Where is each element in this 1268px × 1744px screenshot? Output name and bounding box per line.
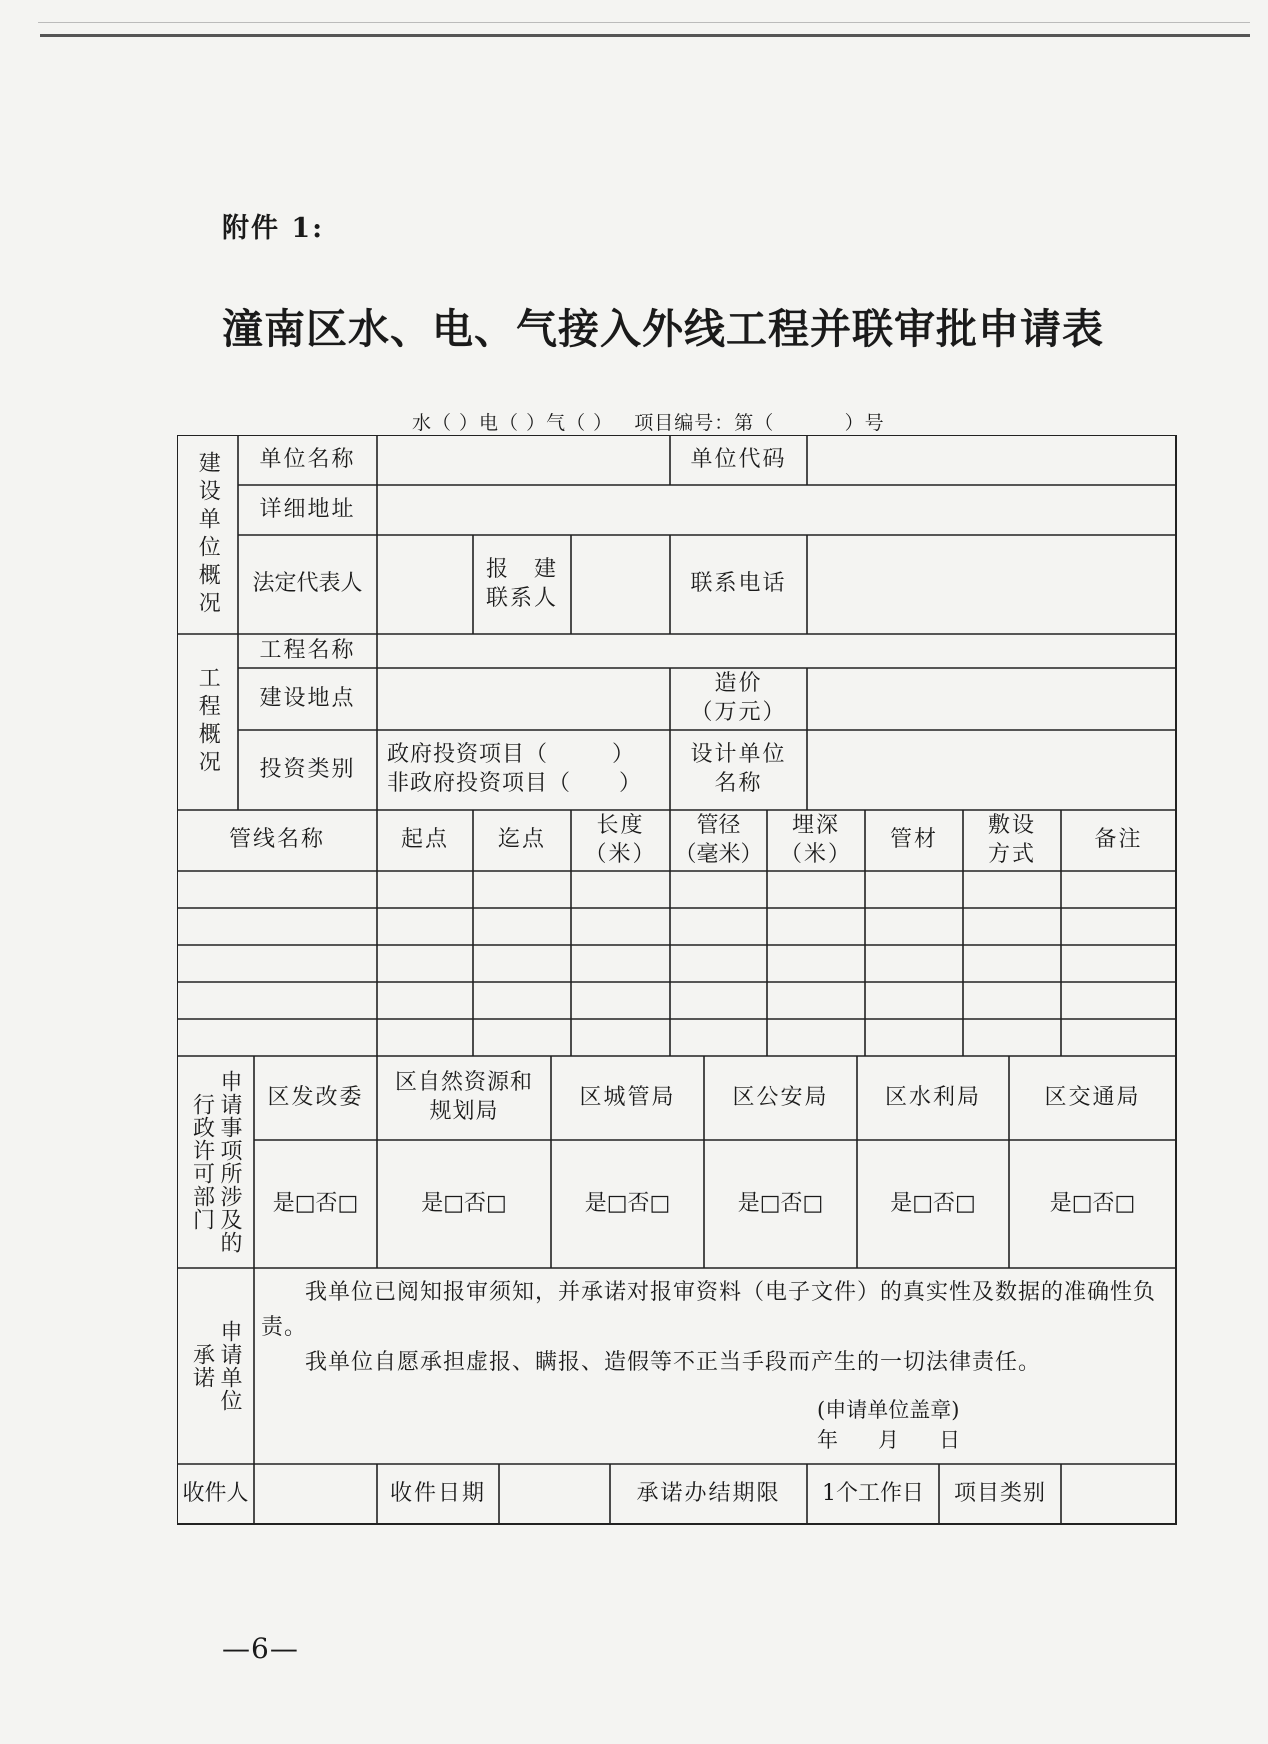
attachment-label: 附件 1: bbox=[222, 213, 325, 244]
invest-options[interactable]: 政府投资项目（ ） 非政府投资项目（ ） bbox=[387, 742, 642, 796]
receive-date-label: 收件日期 bbox=[389, 1480, 486, 1506]
scan-top-rule bbox=[40, 34, 1250, 37]
pipeline-header-length: 长度 （米） bbox=[584, 812, 657, 867]
pipeline-header-remarks: 备注 bbox=[1094, 827, 1143, 853]
project-type-label: 项目类别 bbox=[953, 1480, 1046, 1506]
seal-label: (申请单位盖章) bbox=[817, 1398, 960, 1422]
receive-date-field[interactable] bbox=[499, 1464, 610, 1524]
pledge-label-text: 申请单位承诺 bbox=[189, 1320, 242, 1412]
dept-name-1: 区发改委 bbox=[267, 1084, 364, 1110]
phone-field[interactable] bbox=[807, 535, 1176, 634]
pledge-label bbox=[177, 1268, 254, 1464]
address-label: 详细地址 bbox=[259, 496, 356, 522]
unit-name-field[interactable] bbox=[377, 435, 670, 485]
dept-name-2: 区自然资源和 规划局 bbox=[394, 1070, 533, 1124]
dept-choice-3[interactable]: 是□否□ bbox=[584, 1190, 671, 1216]
departments-label bbox=[177, 1056, 254, 1268]
unit-section-text: 建设单位概况 bbox=[195, 450, 221, 619]
deadline-value: 1个工作日 bbox=[822, 1480, 924, 1506]
pipeline-header-start: 起点 bbox=[400, 827, 449, 853]
date-label: 年 月 日 bbox=[817, 1428, 961, 1453]
project-type-field[interactable] bbox=[1061, 1464, 1176, 1524]
site-field[interactable] bbox=[377, 668, 670, 730]
departments-label-text: 申请事项所涉及的行政许可部门 bbox=[189, 1070, 242, 1254]
cost-label: 造价 （万元） bbox=[690, 671, 787, 725]
pipeline-header-end: 迄点 bbox=[497, 827, 546, 853]
project-name-field[interactable] bbox=[377, 634, 1176, 668]
contact-field[interactable] bbox=[571, 535, 670, 634]
project-section-text: 工程概况 bbox=[195, 666, 221, 778]
dept-name-3: 区城管局 bbox=[579, 1084, 676, 1110]
address-field[interactable] bbox=[377, 485, 1176, 535]
unit-code-field[interactable] bbox=[807, 435, 1176, 485]
application-form bbox=[177, 435, 1177, 1525]
pledge-text bbox=[261, 1275, 1161, 1381]
pipeline-header-name: 管线名称 bbox=[228, 827, 325, 853]
cost-field[interactable] bbox=[807, 668, 1176, 730]
invest-label: 投资类别 bbox=[259, 756, 356, 782]
dept-choice-1[interactable]: 是□否□ bbox=[272, 1190, 359, 1216]
receiver-label: 收件人 bbox=[182, 1480, 249, 1506]
deadline-label: 承诺办结期限 bbox=[636, 1480, 781, 1506]
unit-name-label: 单位名称 bbox=[259, 446, 356, 472]
legal-rep-label: 法定代表人 bbox=[252, 571, 363, 597]
dept-name-5: 区水利局 bbox=[884, 1084, 981, 1110]
project-name-label: 工程名称 bbox=[259, 637, 356, 663]
pledge-line-2: 我单位自愿承担虚报、瞒报、造假等不正当手段而产生的一切法律责任。 bbox=[305, 1350, 1042, 1376]
dept-choice-4[interactable]: 是□否□ bbox=[737, 1190, 824, 1216]
dept-choice-2[interactable]: 是□否□ bbox=[421, 1190, 507, 1216]
dept-name-4: 区公安局 bbox=[732, 1084, 829, 1110]
unit-section-label bbox=[177, 435, 238, 634]
designer-label: 设计单位 名称 bbox=[690, 742, 787, 796]
seal-block bbox=[817, 1395, 960, 1456]
contact-label: 报 建 联系人 bbox=[485, 556, 558, 611]
pipeline-header-depth: 埋深 （米） bbox=[779, 812, 852, 867]
unit-code-label: 单位代码 bbox=[690, 446, 787, 472]
pipeline-header-method: 敷设 方式 bbox=[987, 812, 1036, 867]
project-section-label bbox=[177, 634, 238, 810]
dept-choice-5[interactable]: 是□否□ bbox=[890, 1190, 976, 1216]
dept-choice-6[interactable]: 是□否□ bbox=[1049, 1190, 1136, 1216]
pipeline-header-diameter: 管径 （毫米） bbox=[674, 812, 763, 867]
page-number: —6— bbox=[222, 1632, 299, 1665]
receiver-field[interactable] bbox=[254, 1464, 377, 1524]
pipeline-header-material: 管材 bbox=[889, 827, 938, 853]
project-number-line: 水（ ）电（ ）气（ ） 项目编号：第（ ）号 bbox=[412, 412, 885, 434]
pledge-line-1: 我单位已阅知报审须知，并承诺对报审资料（电子文件）的真实性及数据的准确性负责。 bbox=[261, 1280, 1157, 1341]
legal-rep-field[interactable] bbox=[377, 535, 473, 634]
designer-field[interactable] bbox=[807, 730, 1176, 810]
site-label: 建设地点 bbox=[259, 685, 356, 711]
form-title: 潼南区水、电、气接入外线工程并联审批申请表 bbox=[222, 305, 1104, 353]
phone-label: 联系电话 bbox=[690, 571, 787, 597]
dept-name-6: 区交通局 bbox=[1044, 1084, 1141, 1110]
scan-edge-line bbox=[38, 22, 1250, 23]
